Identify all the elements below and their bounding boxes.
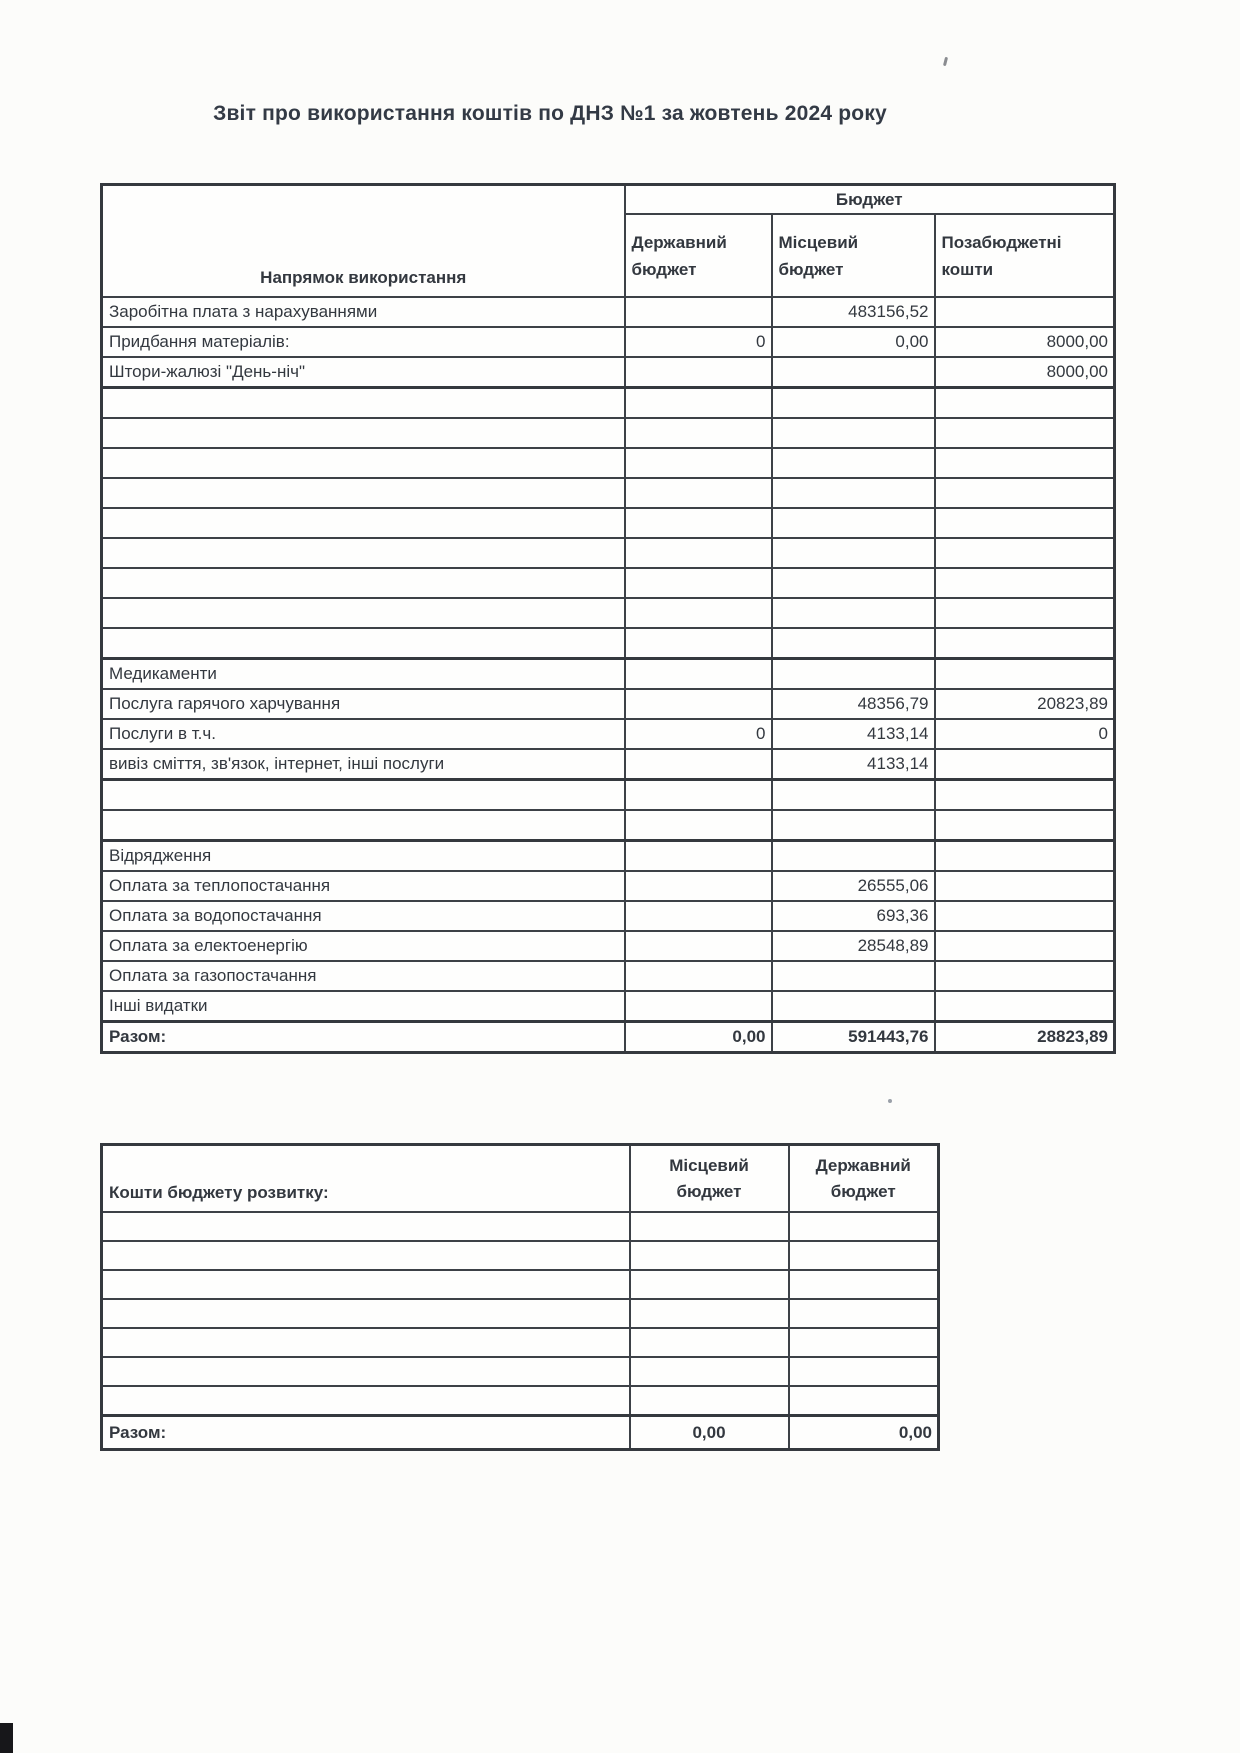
cell-local	[772, 568, 935, 598]
cell-local	[772, 961, 935, 991]
cell-extra	[935, 991, 1115, 1022]
total-local-budget: 0,00	[630, 1416, 789, 1450]
cell-state	[625, 538, 772, 568]
table-row	[102, 1212, 939, 1241]
empty-cell	[102, 1212, 630, 1241]
cell-extra	[935, 418, 1115, 448]
cell-local	[772, 628, 935, 659]
table-row	[102, 810, 1115, 841]
table-row	[102, 1270, 939, 1299]
cell-state	[625, 598, 772, 628]
cell-extra	[935, 388, 1115, 419]
cell-local	[772, 991, 935, 1022]
empty-cell	[630, 1270, 789, 1299]
cell-extra: 0	[935, 719, 1115, 749]
budget-group-header: Бюджет	[625, 185, 1115, 215]
cell-label	[102, 568, 625, 598]
cell-extra	[935, 448, 1115, 478]
cell-extra: 8000,00	[935, 327, 1115, 357]
cell-label: Оплата за газопостачання	[102, 961, 625, 991]
empty-cell	[630, 1328, 789, 1357]
total-row	[102, 1022, 1115, 1053]
cell-state	[625, 931, 772, 961]
cell-label	[102, 810, 625, 841]
cell-state	[625, 297, 772, 327]
cell-label	[102, 478, 625, 508]
empty-cell	[789, 1270, 939, 1299]
cell-label: Заробітна плата з нарахуваннями	[102, 297, 625, 327]
cell-label	[102, 538, 625, 568]
table-row	[102, 418, 1115, 448]
empty-cell	[102, 1328, 630, 1357]
total-state-budget: 0,00	[625, 1022, 772, 1053]
cell-state	[625, 448, 772, 478]
table-row	[102, 1357, 939, 1386]
total-label: Разом:	[102, 1416, 630, 1450]
table-row	[102, 780, 1115, 811]
development-budget-table	[100, 1143, 940, 1451]
state-budget-column-header: Державний бюджет	[625, 214, 772, 297]
cell-extra	[935, 478, 1115, 508]
direction-column-header: Напрямок використання	[102, 185, 625, 298]
table-row	[102, 749, 1115, 780]
cell-local	[772, 810, 935, 841]
table-row	[102, 871, 1115, 901]
cell-label	[102, 448, 625, 478]
table-row	[102, 538, 1115, 568]
cell-local: 48356,79	[772, 689, 935, 719]
table-row	[102, 1299, 939, 1328]
table-row	[102, 931, 1115, 961]
funds-usage-table-body	[102, 297, 1115, 1022]
cell-local	[772, 659, 935, 690]
extrabudget-column-header: Позабюджетні кошти	[935, 214, 1115, 297]
cell-extra	[935, 841, 1115, 872]
cell-state	[625, 810, 772, 841]
cell-local	[772, 357, 935, 388]
empty-cell	[789, 1212, 939, 1241]
cell-extra	[935, 901, 1115, 931]
cell-local	[772, 418, 935, 448]
cell-state: 0	[625, 719, 772, 749]
total-local-budget: 591443,76	[772, 1022, 935, 1053]
page-title: Звіт про використання коштів по ДНЗ №1 за жовтень 2024 року	[213, 102, 887, 125]
table-row	[102, 448, 1115, 478]
development-table-body	[102, 1212, 939, 1416]
cell-extra	[935, 931, 1115, 961]
cell-label: Інші видатки	[102, 991, 625, 1022]
cell-extra	[935, 568, 1115, 598]
table-row	[102, 327, 1115, 357]
empty-cell	[102, 1270, 630, 1299]
cell-label: Оплата за водопостачання	[102, 901, 625, 931]
cell-state	[625, 628, 772, 659]
cell-extra	[935, 628, 1115, 659]
cell-extra: 8000,00	[935, 357, 1115, 388]
cell-local: 4133,14	[772, 749, 935, 780]
cell-state	[625, 901, 772, 931]
cell-label	[102, 598, 625, 628]
table-row	[102, 1241, 939, 1270]
table-row	[102, 841, 1115, 872]
cell-state	[625, 749, 772, 780]
empty-cell	[630, 1386, 789, 1416]
empty-cell	[102, 1357, 630, 1386]
cell-extra	[935, 780, 1115, 811]
cell-state	[625, 357, 772, 388]
table-row	[102, 508, 1115, 538]
empty-cell	[630, 1357, 789, 1386]
scan-artifact-corner-mark	[0, 1723, 13, 1753]
cell-state	[625, 991, 772, 1022]
empty-cell	[630, 1299, 789, 1328]
empty-cell	[789, 1328, 939, 1357]
cell-state	[625, 871, 772, 901]
development-funds-label: Кошти бюджету розвитку:	[102, 1145, 630, 1213]
cell-state	[625, 659, 772, 690]
cell-label: Штори-жалюзі "День-ніч"	[102, 357, 625, 388]
cell-extra	[935, 961, 1115, 991]
scan-artifact-dot	[888, 1099, 892, 1103]
cell-state	[625, 568, 772, 598]
cell-extra	[935, 297, 1115, 327]
total-label: Разом:	[102, 1022, 625, 1053]
cell-local	[772, 388, 935, 419]
cell-label	[102, 628, 625, 659]
table-row	[102, 1386, 939, 1416]
empty-cell	[789, 1241, 939, 1270]
cell-extra	[935, 598, 1115, 628]
funds-usage-table	[100, 183, 1116, 1054]
cell-label	[102, 508, 625, 538]
cell-local: 693,36	[772, 901, 935, 931]
cell-label: Оплата за електоенергію	[102, 931, 625, 961]
cell-local	[772, 508, 935, 538]
cell-local: 4133,14	[772, 719, 935, 749]
cell-state	[625, 689, 772, 719]
cell-label: Послуга гарячого харчування	[102, 689, 625, 719]
cell-state	[625, 418, 772, 448]
table-row	[102, 628, 1115, 659]
table-row	[102, 1328, 939, 1357]
cell-label: Відрядження	[102, 841, 625, 872]
cell-label: вивіз сміття, зв'язок, інтернет, інші послуги	[102, 749, 625, 780]
empty-cell	[789, 1386, 939, 1416]
cell-local: 28548,89	[772, 931, 935, 961]
cell-state	[625, 961, 772, 991]
cell-local: 26555,06	[772, 871, 935, 901]
table-row	[102, 719, 1115, 749]
scan-artifact-tick	[943, 57, 948, 66]
empty-cell	[630, 1212, 789, 1241]
cell-state	[625, 478, 772, 508]
table-row	[102, 689, 1115, 719]
cell-label: Оплата за теплопостачання	[102, 871, 625, 901]
empty-cell	[102, 1299, 630, 1328]
cell-local	[772, 478, 935, 508]
cell-extra	[935, 871, 1115, 901]
table-row	[102, 568, 1115, 598]
cell-extra	[935, 538, 1115, 568]
cell-local	[772, 448, 935, 478]
cell-local	[772, 780, 935, 811]
cell-label	[102, 388, 625, 419]
cell-state	[625, 841, 772, 872]
cell-label	[102, 780, 625, 811]
cell-local	[772, 538, 935, 568]
cell-state	[625, 780, 772, 811]
development-header-row	[102, 1145, 939, 1213]
table-row	[102, 659, 1115, 690]
table-row	[102, 961, 1115, 991]
cell-extra	[935, 810, 1115, 841]
table-row	[102, 357, 1115, 388]
budget-group-header-row	[102, 185, 1115, 215]
cell-local: 0,00	[772, 327, 935, 357]
table-row	[102, 991, 1115, 1022]
cell-local	[772, 598, 935, 628]
cell-state: 0	[625, 327, 772, 357]
state-budget-column-header: Державний бюджет	[789, 1145, 939, 1213]
local-budget-column-header: Місцевий бюджет	[772, 214, 935, 297]
empty-cell	[789, 1357, 939, 1386]
table-row	[102, 598, 1115, 628]
cell-state	[625, 508, 772, 538]
cell-extra: 20823,89	[935, 689, 1115, 719]
cell-extra	[935, 508, 1115, 538]
cell-local	[772, 841, 935, 872]
table-row	[102, 901, 1115, 931]
empty-cell	[102, 1241, 630, 1270]
cell-label: Придбання матеріалів:	[102, 327, 625, 357]
cell-extra	[935, 749, 1115, 780]
cell-label: Медикаменти	[102, 659, 625, 690]
empty-cell	[789, 1299, 939, 1328]
empty-cell	[102, 1386, 630, 1416]
total-state-budget: 0,00	[789, 1416, 939, 1450]
cell-local: 483156,52	[772, 297, 935, 327]
table-row	[102, 478, 1115, 508]
table-row	[102, 297, 1115, 327]
cell-label	[102, 418, 625, 448]
total-extrabudget: 28823,89	[935, 1022, 1115, 1053]
development-total-row	[102, 1416, 939, 1450]
cell-state	[625, 388, 772, 419]
empty-cell	[630, 1241, 789, 1270]
cell-label: Послуги в т.ч.	[102, 719, 625, 749]
cell-extra	[935, 659, 1115, 690]
table-row	[102, 388, 1115, 419]
local-budget-column-header: Місцевий бюджет	[630, 1145, 789, 1213]
